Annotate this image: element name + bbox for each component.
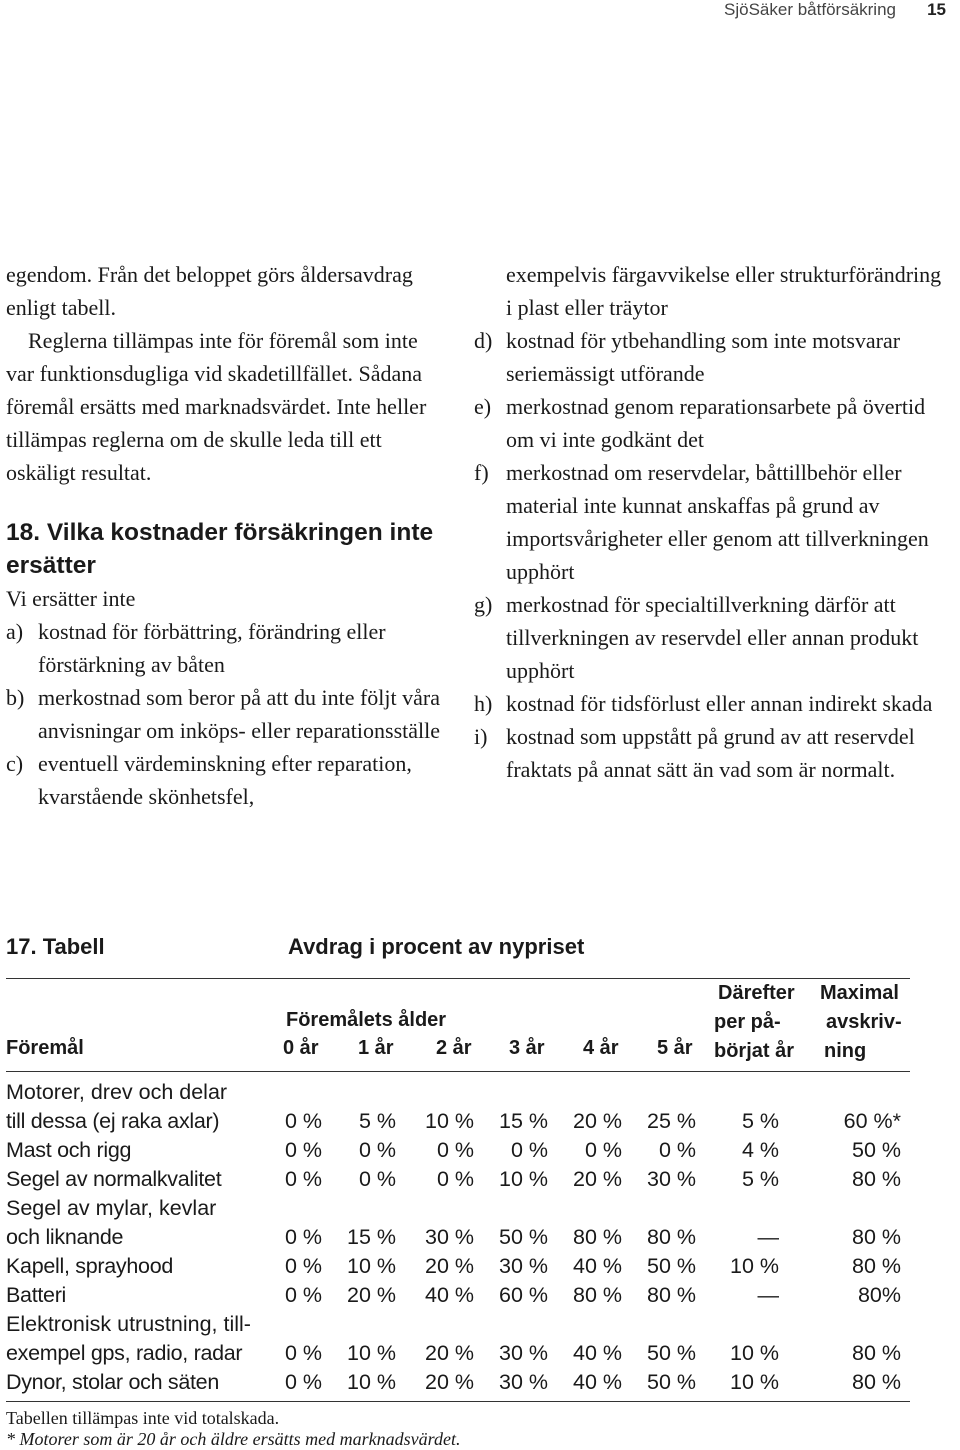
table-cell: 5 % <box>741 1167 779 1191</box>
table-cell: 40 % <box>424 1283 474 1307</box>
table-cell: 80 % <box>646 1283 696 1307</box>
list-item-label: h) <box>474 691 493 716</box>
table-row <box>6 1136 910 1165</box>
list-item-text: merkostnad om reservdelar, båttillbehör eller material inte kunnat anskaffas på grund av importsvårigheter eller genom att tillverkningen upphört <box>506 460 929 584</box>
footnote: Tabellen tillämpas inte vid totalskada. <box>6 1408 280 1428</box>
table-row <box>6 1107 910 1136</box>
list-item-text: kostnad för ytbehandling som inte motsvarar seriemässigt utförande <box>506 328 901 386</box>
col-header-after: Därefter per på- börjat år <box>714 982 795 1062</box>
table-cell: 80 % <box>572 1225 622 1249</box>
page-number: 15 <box>927 0 946 19</box>
table-cell: 30 % <box>498 1341 548 1365</box>
table-cell: 30 % <box>424 1225 474 1249</box>
running-title: SjöSäker båtförsäkring <box>724 0 896 19</box>
list-item <box>474 324 944 390</box>
list-item <box>6 747 446 813</box>
table-cell: 0 % <box>436 1167 474 1191</box>
table-cell: 10 % <box>729 1254 779 1278</box>
table-number: 17. Tabell <box>6 934 105 959</box>
table-row-label-line: Motorer, drev och delar <box>6 1080 228 1104</box>
table-cell: 10 % <box>729 1370 779 1394</box>
table-cell: 80 % <box>851 1225 901 1249</box>
table-row-label: till dessa (ej raka axlar) <box>6 1109 220 1133</box>
list-item <box>474 390 944 456</box>
table-cell: 50 % <box>851 1138 901 1162</box>
col-header-age-0: 0 år <box>283 1037 319 1059</box>
table-cell: 80 % <box>646 1225 696 1249</box>
table-cell: 20 % <box>424 1254 474 1278</box>
table-cell: 50 % <box>646 1341 696 1365</box>
table-cell: 5 % <box>358 1109 396 1133</box>
list-item-text: kostnad för förbättring, förändring eller förstärkning av båten <box>38 619 386 677</box>
table-row-label: Mast och rigg <box>6 1138 132 1162</box>
table-cell: 50 % <box>646 1254 696 1278</box>
table-row <box>6 1339 910 1368</box>
table-cell: 0 % <box>358 1167 396 1191</box>
col-header-age-4: 4 år <box>583 1037 619 1059</box>
table-cell: 20 % <box>572 1167 622 1191</box>
table-row <box>6 1223 910 1252</box>
table-cell: 60 % <box>498 1283 548 1307</box>
col-header-age-1: 1 år <box>358 1037 394 1059</box>
table-row-label: Dynor, stolar och säten <box>6 1370 219 1394</box>
col-header-max: Maximal avskriv- ning <box>820 982 902 1062</box>
list-item-text: merkostnad för specialtillverkning därför att tillverkningen av reservdel eller annan produkt upphört <box>506 592 919 683</box>
table-row-label: Segel av normalkvalitet <box>6 1167 222 1191</box>
table-cell: 20 % <box>424 1370 474 1394</box>
paragraph: Reglerna tillämpas inte för föremål som inte var funktionsdugliga vid skadetillfället. Sådana föremål ersätts med marknadsvärdet. Inte heller tillämpas reglerna om de skulle leda till ett oskäligt resultat. <box>6 328 427 485</box>
depreciation-table <box>6 934 910 1450</box>
table-cell: 40 % <box>572 1254 622 1278</box>
table-row <box>6 1165 910 1194</box>
table-row <box>6 1252 910 1281</box>
table-cell: 0 % <box>284 1109 322 1133</box>
table-cell: — <box>757 1225 779 1249</box>
table-cell: 0 % <box>658 1138 696 1162</box>
list-item-text: exempelvis färgavvikelse eller strukturförändring i plast eller träytor <box>506 262 942 320</box>
table-cell: 80 % <box>851 1341 901 1365</box>
footnote: * Motorer som är 20 år och äldre ersätts med marknadsvärdet. <box>6 1429 461 1449</box>
table-cell: 10 % <box>498 1167 548 1191</box>
table-cell: 80% <box>857 1283 901 1307</box>
col-header-age-2: 2 år <box>436 1037 472 1059</box>
table-row-label: Batteri <box>6 1283 67 1307</box>
table-cell: 0 % <box>358 1138 396 1162</box>
left-column <box>6 258 446 813</box>
list-item-text: merkostnad genom reparationsarbete på övertid om vi inte godkänt det <box>506 394 926 452</box>
table-cell: 15 % <box>498 1109 548 1133</box>
table-footnotes <box>6 1408 910 1450</box>
table-cell: 80 % <box>851 1167 901 1191</box>
table-cell: 20 % <box>572 1109 622 1133</box>
table-row-label: Kapell, sprayhood <box>6 1254 174 1278</box>
col-group-header-age: Föremålets ålder <box>286 1009 447 1031</box>
table-cell: 40 % <box>572 1341 622 1365</box>
table-cell: 0 % <box>284 1225 322 1249</box>
table-cell: 30 % <box>498 1370 548 1394</box>
list-item-text: eventuell värdeminskning efter reparation, kvarstående skönhetsfel, <box>38 751 412 809</box>
table-cell: 10 % <box>346 1370 396 1394</box>
list-item <box>6 681 446 747</box>
table-cell: 80 % <box>851 1254 901 1278</box>
table-cell: 5 % <box>741 1109 779 1133</box>
table-row-label: exempel gps, radio, radar <box>6 1341 243 1365</box>
table-row <box>6 1281 910 1310</box>
list-item-label: c) <box>6 751 24 776</box>
table-cell: 50 % <box>646 1370 696 1394</box>
table-cell: 0 % <box>284 1167 322 1191</box>
table-cell: 0 % <box>284 1254 322 1278</box>
right-column <box>474 258 944 786</box>
table-header <box>6 978 910 1071</box>
list-item <box>474 687 944 720</box>
table-cell: 20 % <box>346 1283 396 1307</box>
table-cell: 80 % <box>572 1283 622 1307</box>
list-item-label: e) <box>474 394 492 419</box>
table-cell: 10 % <box>729 1341 779 1365</box>
table-cell: — <box>757 1283 779 1307</box>
list-item <box>474 588 944 687</box>
list-item-label: i) <box>474 724 488 749</box>
table-cell: 25 % <box>646 1109 696 1133</box>
table-cell: 50 % <box>498 1225 548 1249</box>
table-cell: 40 % <box>572 1370 622 1394</box>
list-item-label: a) <box>6 619 24 644</box>
list-item-label: b) <box>6 685 25 710</box>
table-cell: 0 % <box>584 1138 622 1162</box>
list-item-text: kostnad för tidsförlust eller annan indirekt skada <box>506 691 933 716</box>
list-item-label: g) <box>474 592 493 617</box>
list-item <box>474 720 944 786</box>
list-item-text: kostnad som uppstått på grund av att reservdel fraktats på annat sätt än vad som är normalt. <box>506 724 915 782</box>
paragraph: egendom. Från det beloppet görs åldersavdrag enligt tabell. <box>6 262 413 320</box>
table-title <box>6 934 910 968</box>
table-cell: 0 % <box>510 1138 548 1162</box>
table-cell: 30 % <box>498 1254 548 1278</box>
table-cell: 10 % <box>346 1254 396 1278</box>
col-header-item: Föremål <box>6 1037 84 1059</box>
table-cell: 80 % <box>851 1370 901 1394</box>
list-item-continuation <box>474 258 944 324</box>
table-row-label-line: Segel av mylar, kevlar <box>6 1196 217 1220</box>
table-cell: 10 % <box>346 1341 396 1365</box>
table-cell: 0 % <box>284 1283 322 1307</box>
table-cell: 15 % <box>346 1225 396 1249</box>
list-item-label: d) <box>474 328 493 353</box>
table-cell: 0 % <box>436 1138 474 1162</box>
list-item <box>474 456 944 588</box>
list-item <box>6 615 446 681</box>
list-item-label: f) <box>474 460 489 485</box>
table-cell: 60 %* <box>843 1109 901 1133</box>
table-row-label: och liknande <box>6 1225 124 1249</box>
table-row-label-line: Elektronisk utrustning, till- <box>6 1312 251 1336</box>
section-intro: Vi ersätter inte <box>6 586 136 611</box>
table-cell: 4 % <box>741 1138 779 1162</box>
list-item-text: merkostnad som beror på att du inte följt våra anvisningar om inköps- eller reparationsställe <box>38 685 440 743</box>
table-cell: 0 % <box>284 1138 322 1162</box>
table-caption: Avdrag i procent av nypriset <box>288 934 585 959</box>
col-header-age-3: 3 år <box>509 1037 545 1059</box>
table-cell: 20 % <box>424 1341 474 1365</box>
table-cell: 0 % <box>284 1341 322 1365</box>
table-cell: 30 % <box>646 1167 696 1191</box>
table-cell: 10 % <box>424 1109 474 1133</box>
table-body <box>6 1071 910 1402</box>
table-row <box>6 1368 910 1397</box>
section-heading: 18. Vilka kostnader försäkringen inte ersätter <box>6 519 434 579</box>
table-cell: 0 % <box>284 1370 322 1394</box>
col-header-age-5: 5 år <box>657 1037 693 1059</box>
